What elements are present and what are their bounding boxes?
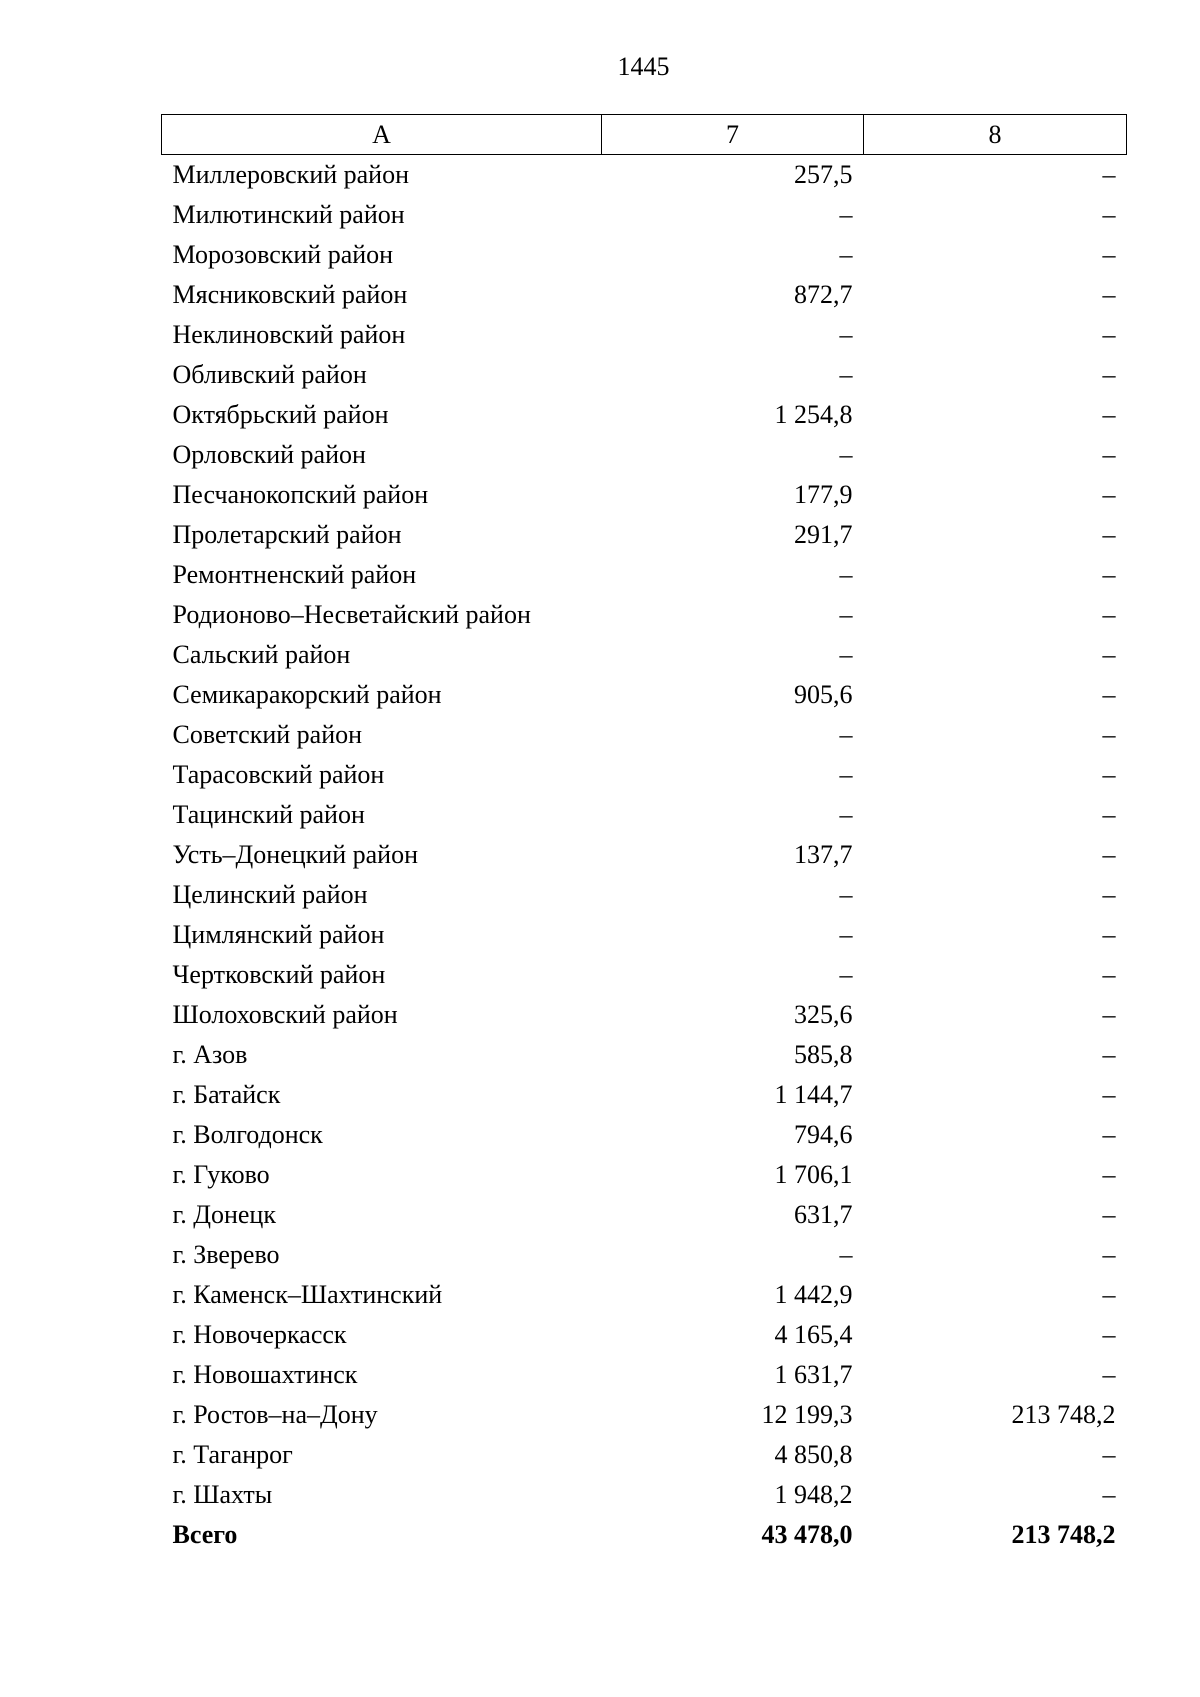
row-value-col7: 1 254,8 [774,400,853,429]
row-value-col7: 1 144,7 [774,1080,853,1109]
row-name-cell: Тарасовский район [172,760,385,789]
header-cell-7: 7 [602,115,864,155]
row-name-cell: Чертковский район [172,960,386,989]
table-row [162,195,1127,235]
row-value-col8: – [1102,840,1116,869]
table-row [162,1155,1127,1195]
row-value-col8: – [1102,1360,1116,1389]
row-name-cell: Миллеровский район [172,160,410,189]
row-value-col8: – [1102,560,1116,589]
row-name-cell: Цимлянский район [172,920,385,949]
total-value-col7: 43 478,0 [761,1520,853,1549]
table-row [162,1435,1127,1475]
row-value-col7: – [839,200,853,229]
table-row [162,595,1127,635]
row-name-cell: г. Шахты [172,1480,273,1509]
table-row [162,155,1127,196]
row-name-cell: г. Ростов–на–Дону [172,1400,378,1429]
row-name-cell: Семикаракорский район [172,680,442,709]
row-value-col7: – [839,240,853,269]
row-value-col7: 137,7 [794,840,853,869]
row-name-cell: Пролетарский район [172,520,402,549]
row-value-col8: – [1102,240,1116,269]
row-value-col7: 794,6 [794,1120,853,1149]
row-name-cell: Неклиновский район [172,320,406,349]
row-name-cell: Целинский район [172,880,368,909]
row-name-cell: Ремонтненский район [172,560,417,589]
row-name-cell: Орловский район [172,440,366,469]
row-value-col8: – [1102,400,1116,429]
table-row [162,995,1127,1035]
data-table [161,114,1127,1555]
table-row [162,1275,1127,1315]
row-name-cell: г. Таганрог [172,1440,293,1469]
row-value-col8: – [1102,1280,1116,1309]
table-row [162,795,1127,835]
table-row [162,715,1127,755]
row-value-col8: – [1102,320,1116,349]
total-value-col8: 213 748,2 [1011,1520,1116,1549]
row-value-col8: – [1102,280,1116,309]
row-value-col7: – [839,800,853,829]
row-value-col7: 1 706,1 [774,1160,853,1189]
row-value-col7: – [839,920,853,949]
row-name-cell: Шолоховский район [172,1000,398,1029]
table-row [162,1115,1127,1155]
row-value-col7: – [839,560,853,589]
table-row [162,395,1127,435]
row-name-cell: Песчанокопский район [172,480,429,509]
table-row [162,1235,1127,1275]
row-value-col7: – [839,720,853,749]
table-row [162,955,1127,995]
row-name-cell: г. Донецк [172,1200,276,1229]
table-row [162,355,1127,395]
row-value-col7: 177,9 [794,480,853,509]
row-value-col8: – [1102,800,1116,829]
row-value-col7: 1 442,9 [774,1280,853,1309]
row-value-col8: – [1102,440,1116,469]
row-name-cell: г. Новошахтинск [172,1360,358,1389]
table-row [162,475,1127,515]
total-name-cell: Всего [172,1520,238,1549]
row-value-col7: 585,8 [794,1040,853,1069]
row-name-cell: Тацинский район [172,800,365,829]
table-row [162,875,1127,915]
row-value-col7: – [839,440,853,469]
row-value-col8: – [1102,680,1116,709]
row-value-col7: – [839,320,853,349]
row-value-col8: – [1102,720,1116,749]
row-name-cell: г. Каменск–Шахтинский [172,1280,443,1309]
page-number: 1445 [617,52,670,81]
row-value-col8: – [1102,960,1116,989]
table-row [162,275,1127,315]
row-value-col8: – [1102,520,1116,549]
row-name-cell: Мясниковский район [172,280,408,309]
row-value-col8: – [1102,1480,1116,1509]
table-row [162,1355,1127,1395]
table-row [162,1195,1127,1235]
table-body [162,155,1127,1556]
table-row [162,675,1127,715]
row-value-col8: – [1102,480,1116,509]
row-value-col8: – [1102,1040,1116,1069]
table-row [162,1315,1127,1355]
row-value-col8: – [1102,1160,1116,1189]
row-value-col8: – [1102,1200,1116,1229]
row-name-cell: Советский район [172,720,363,749]
table-row [162,635,1127,675]
row-name-cell: Милютинский район [172,200,405,229]
row-value-col8: – [1102,200,1116,229]
header-row [162,115,1127,155]
row-name-cell: Родионово–Несветайский район [172,600,531,629]
row-name-cell: г. Новочеркасск [172,1320,347,1349]
row-value-col8: 213 748,2 [1011,1400,1116,1429]
row-value-col7: 257,5 [794,160,853,189]
row-name-cell: Сальский район [172,640,351,669]
row-value-col8: – [1102,920,1116,949]
row-value-col7: – [839,960,853,989]
row-value-col8: – [1102,160,1116,189]
table-row [162,1475,1127,1515]
table-row [162,1035,1127,1075]
table-row [162,315,1127,355]
row-value-col8: – [1102,1000,1116,1029]
row-value-col8: – [1102,600,1116,629]
row-value-col7: 291,7 [794,520,853,549]
table-row [162,1395,1127,1435]
row-value-col8: – [1102,640,1116,669]
row-name-cell: Усть–Донецкий район [172,840,418,869]
row-value-col7: 872,7 [794,280,853,309]
table-row [162,835,1127,875]
row-value-col7: – [839,880,853,909]
table-header [162,115,1127,155]
table-row [162,1075,1127,1115]
row-name-cell: г. Азов [172,1040,248,1069]
header-cell-a: А [162,115,602,155]
row-value-col8: – [1102,1240,1116,1269]
row-value-col7: – [839,760,853,789]
row-value-col7: 12 199,3 [761,1400,853,1429]
row-value-col8: – [1102,880,1116,909]
row-name-cell: Обливский район [172,360,367,389]
row-value-col7: 905,6 [794,680,853,709]
table-row [162,515,1127,555]
row-value-col8: – [1102,360,1116,389]
row-value-col7: 4 165,4 [774,1320,853,1349]
row-name-cell: Октябрьский район [172,400,389,429]
table-row [162,235,1127,275]
row-value-col7: 1 948,2 [774,1480,853,1509]
row-value-col8: – [1102,1440,1116,1469]
row-name-cell: г. Волгодонск [172,1120,323,1149]
row-value-col7: – [839,1240,853,1269]
row-value-col7: – [839,360,853,389]
table-row [162,435,1127,475]
row-value-col8: – [1102,760,1116,789]
row-name-cell: г. Зверево [172,1240,280,1269]
row-value-col7: 631,7 [794,1200,853,1229]
header-cell-8: 8 [864,115,1127,155]
row-name-cell: г. Батайск [172,1080,281,1109]
row-value-col8: – [1102,1120,1116,1149]
row-name-cell: г. Гуково [172,1160,270,1189]
table-row [162,755,1127,795]
row-value-col7: 325,6 [794,1000,853,1029]
table-row [162,915,1127,955]
row-value-col7: 4 850,8 [774,1440,853,1469]
row-value-col7: 1 631,7 [774,1360,853,1389]
row-value-col7: – [839,640,853,669]
row-value-col7: – [839,600,853,629]
row-value-col8: – [1102,1080,1116,1109]
row-value-col8: – [1102,1320,1116,1349]
row-name-cell: Морозовский район [172,240,394,269]
total-row [162,1515,1127,1555]
table-row [162,555,1127,595]
